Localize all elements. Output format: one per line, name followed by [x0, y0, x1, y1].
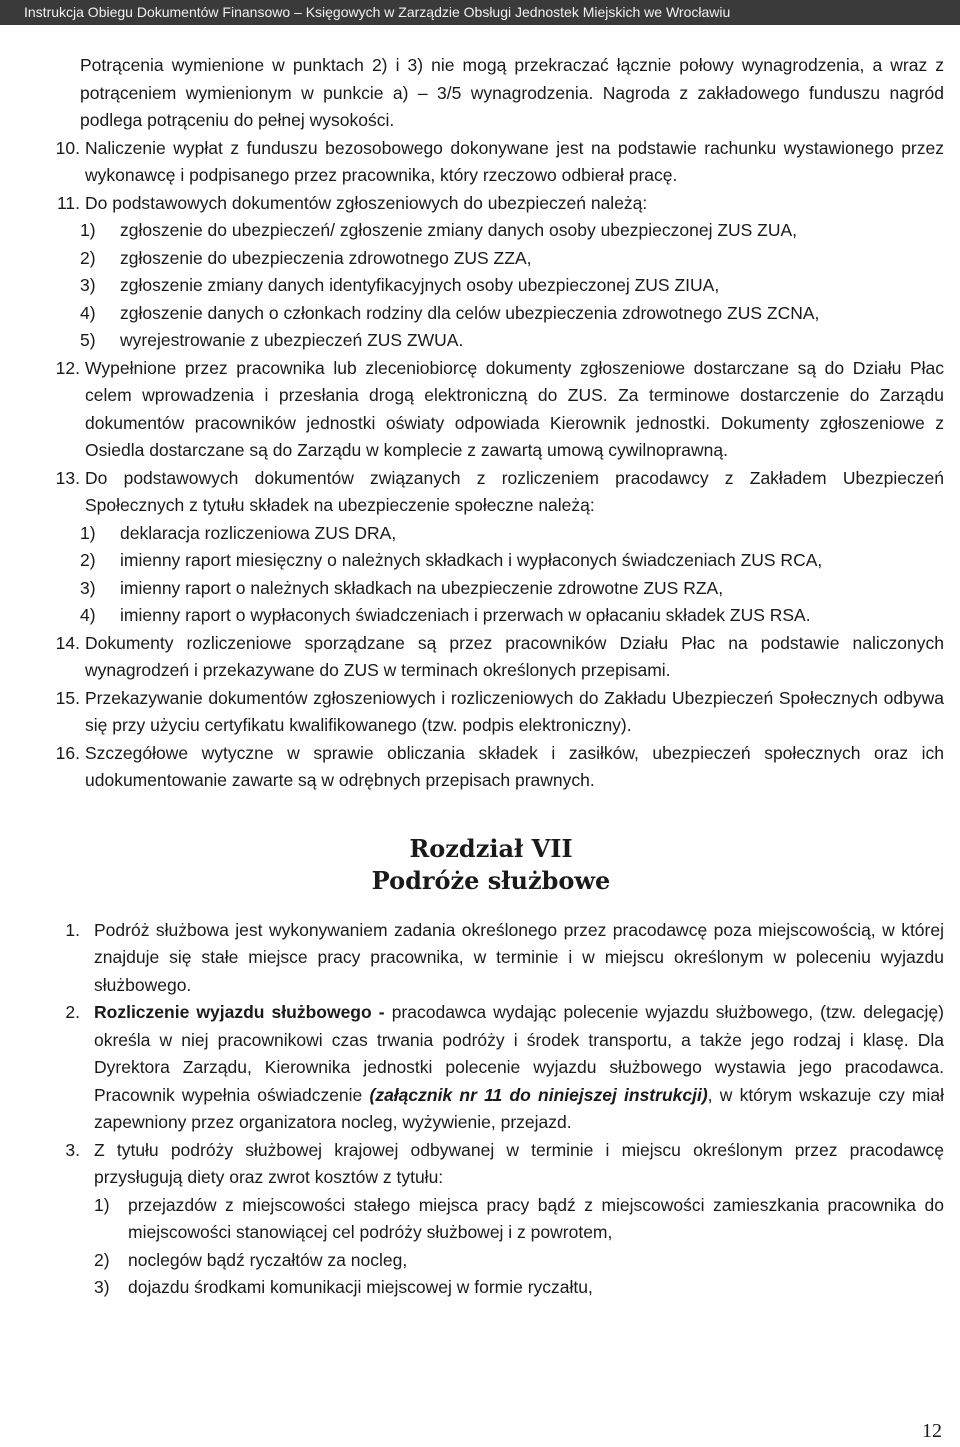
list-item: [38, 355, 944, 465]
section-travel: [38, 917, 944, 1302]
text-part-b: , w którym wskazuje czy miał zapewniony przez organizatora nocleg, wyżywienie, przejazd.: [94, 1084, 944, 1132]
item-number: 3.: [65, 1139, 80, 1160]
chapter-title: Rozdział VII: [409, 833, 573, 863]
sub-text: dojazdu środkami komunikacji miejscowej w formie ryczałtu,: [128, 1277, 593, 1297]
sub-item: [38, 1274, 944, 1302]
attachment-reference: (załącznik nr 11 do niniejszej instrukcji): [369, 1084, 708, 1105]
sub-text: deklaracja rozliczeniowa ZUS DRA,: [120, 522, 397, 543]
sub-text: zgłoszenie do ubezpieczeń/ zgłoszenie zmiany danych osoby ubezpieczonej ZUS ZUA,: [120, 220, 798, 240]
sub-item: [38, 217, 944, 245]
sub-item: [38, 602, 944, 630]
sub-item: [38, 1192, 944, 1247]
item-number: 16.: [55, 742, 80, 763]
list-item: [38, 740, 944, 795]
sub-text: imienny raport o należnych składkach na ubezpieczenie zdrowotne ZUS RZA,: [120, 577, 724, 598]
item-number: 12.: [55, 357, 80, 378]
chapter-subtitle: Podróże służbowe: [371, 865, 611, 895]
sub-number: 3): [80, 577, 96, 598]
page-number: 12: [922, 1420, 942, 1442]
item-text: Z tytułu podróży służbowej krajowej odbywanej w terminie i miejscu określonym przez pracodawcę przysługują diety oraz zwrot kosztów z tytułu:: [94, 1139, 944, 1187]
sub-item: [38, 300, 944, 328]
sub-item: [38, 1247, 944, 1275]
sub-number: 2): [94, 1249, 110, 1270]
sub-text: imienny raport miesięczny o należnych składkach i wypłaconych świadczeniach ZUS RCA,: [120, 550, 823, 570]
sub-item: [38, 520, 944, 548]
item-text: Przekazywanie dokumentów zgłoszeniowych i rozliczeniowych do Zakładu Ubezpieczeń Społecznych odbywa się przy użyciu certyfikatu kwalifikowanego (tzw. podpis elektroniczny).: [85, 687, 944, 735]
chapter-heading: [38, 833, 944, 897]
item-text: [80, 999, 944, 1137]
document-body: [38, 52, 944, 1302]
sub-text: zgłoszenie danych o członkach rodziny dla celów ubezpieczenia zdrowotnego ZUS ZCNA,: [120, 302, 820, 323]
sub-item: [38, 575, 944, 603]
item-number: 14.: [55, 632, 80, 653]
list-item: [38, 999, 944, 1137]
item-text: Szczegółowe wytyczne w sprawie obliczania składek i zasiłków, ubezpieczeń społecznych oraz ich udokumentowanie zawarte są w odrębnych przepisach prawnych.: [85, 742, 944, 790]
list-item: [38, 135, 944, 190]
text-part-a: pracodawca wydając polecenie wyjazdu służbowego, (tzw. delegację) określa w niej pracownikowi czas trwania podróży i środek transportu, a także jego rodzaj i klasę. Dla Dyrektora Zarządu, Kierownika jednostki polecenie wyjazdu służbowego wystawia jego pracodawca. Pracownik wypełnia oświadczenie: [94, 1002, 944, 1105]
sub-text: wyrejestrowanie z ubezpieczeń ZUS ZWUA.: [120, 330, 464, 350]
sub-number: 2): [80, 550, 96, 570]
sub-item: [38, 245, 944, 273]
list-item: [38, 1137, 944, 1192]
sub-number: 4): [80, 605, 96, 625]
sub-number: 3): [94, 1277, 110, 1297]
item-number: 13.: [55, 467, 80, 488]
item-number: 10.: [55, 137, 80, 158]
list-item: [38, 465, 944, 520]
sub-number: 5): [80, 330, 96, 350]
sub-text: przejazdów z miejscowości stałego miejsca pracy bądź z miejscowości zamieszkania pracownika do miejscowości stanowiącej cel podróży służbowej i z powrotem,: [128, 1194, 944, 1242]
document-header: Instrukcja Obiegu Dokumentów Finansowo – Księgowych w Zarządzie Obsługi Jednostek Miejskich we Wrocławiu: [0, 0, 960, 25]
item-text: Do podstawowych dokumentów zgłoszeniowych do ubezpieczeń należą:: [85, 192, 648, 213]
sub-number: 1): [80, 522, 96, 543]
item-number: 15.: [55, 687, 80, 708]
sub-item: [38, 327, 944, 355]
sub-text: noclegów bądź ryczałtów za nocleg,: [128, 1249, 408, 1270]
sub-item: [38, 547, 944, 575]
item-text: Dokumenty rozliczeniowe sporządzane są przez pracowników Działu Płac na podstawie naliczonych wynagrodzeń i przekazywane do ZUS w terminach określonych przepisami.: [85, 632, 944, 680]
sub-number: 2): [80, 247, 96, 268]
sub-text: zgłoszenie zmiany danych identyfikacyjnych osoby ubezpieczonej ZUS ZIUA,: [120, 275, 720, 295]
sub-number: 1): [80, 220, 96, 240]
list-item: [38, 190, 944, 218]
bold-lead: Rozliczenie wyjazdu służbowego -: [94, 1002, 385, 1022]
sub-number: 1): [94, 1194, 110, 1215]
item-text: Podróż służbowa jest wykonywaniem zadania określonego przez pracodawcę poza miejscowością, w której znajduje się stałe miejsce pracy pracownika, w terminie i w miejscu określonym w poleceniu wyjazdu służbowego.: [94, 919, 944, 995]
list-item: [38, 685, 944, 740]
item-number: 1.: [65, 919, 80, 940]
sub-text: zgłoszenie do ubezpieczenia zdrowotnego ZUS ZZA,: [120, 247, 532, 268]
item-text: Naliczenie wypłat z funduszu bezosobowego dokonywane jest na podstawie rachunku wystawionego przez wykonawcę i podpisanego przez pracownika, który rzeczowo odbierał pracę.: [85, 137, 944, 185]
list-item: [38, 917, 944, 1000]
item-number: 11.: [56, 192, 80, 213]
sub-number: 4): [80, 302, 96, 323]
sub-number: 3): [80, 275, 96, 295]
sub-text: imienny raport o wypłaconych świadczeniach i przerwach w opłacaniu składek ZUS RSA.: [120, 605, 811, 625]
item-text: Do podstawowych dokumentów związanych z rozliczeniem pracodawcy z Zakładem Ubezpieczeń Społecznych z tytułu składek na ubezpieczenie społeczne należą:: [85, 467, 944, 515]
item-number: 2.: [65, 1002, 80, 1022]
continued-paragraph: Potrącenia wymienione w punktach 2) i 3) nie mogą przekraczać łącznie połowy wynagrodzenia, a wraz z potrąceniem wymienionym w punkcie a) – 3/5 wynagrodzenia. Nagroda z zakładowego funduszu nagród podlega potrąceniu do pełnej wysokości.: [80, 55, 944, 130]
sub-item: [38, 272, 944, 300]
item-text: Wypełnione przez pracownika lub zleceniobiorcę dokumenty zgłoszeniowe dostarczane są do Działu Płac celem wprowadzenia i przesłania drogą elektroniczną do ZUS. Za terminowe dostarczenie do Zarządu dokumentów pracowników jednostki oświaty odpowiada Kierownik jednostki. Dokumenty zgłoszeniowe z Osiedla dostarczane są do Zarządu w komplecie z zawartą umową cywilnoprawną.: [85, 357, 944, 460]
list-item: [38, 630, 944, 685]
